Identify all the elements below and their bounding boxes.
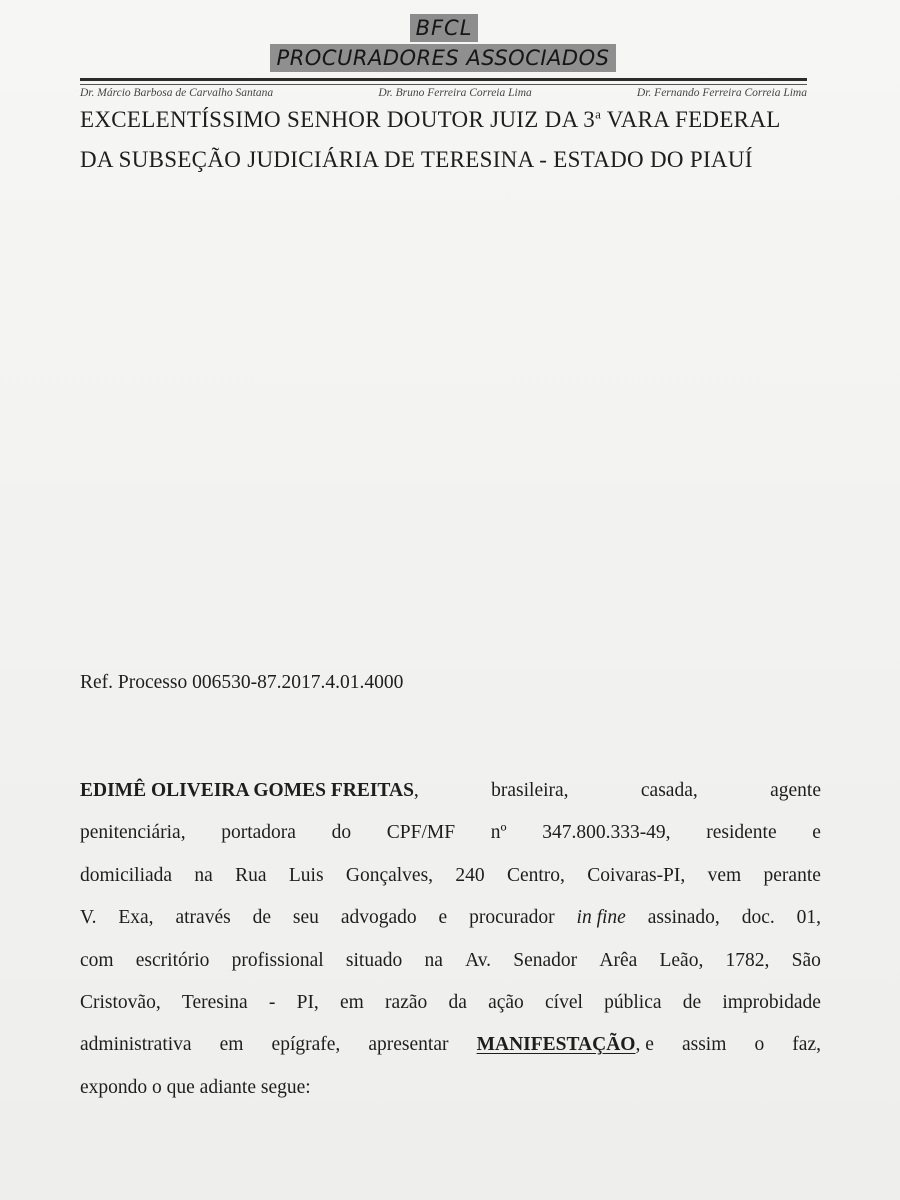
body-word: ação <box>488 991 524 1013</box>
body-word: PI, <box>296 991 319 1013</box>
letterhead-rule <box>80 78 807 81</box>
body-word: Teresina <box>181 991 248 1013</box>
body-word: improbidade <box>722 991 821 1013</box>
body-word: na <box>194 864 213 886</box>
body-word: 1782, <box>725 949 770 971</box>
attorney-name: Dr. Bruno Ferreira Correia Lima <box>378 87 532 99</box>
body-word: Gonçalves, <box>345 864 434 886</box>
body-word: Senador <box>513 949 578 971</box>
body-word: São <box>791 949 821 971</box>
body-word: domiciliada <box>80 864 173 886</box>
body-word: CPF/MF <box>386 822 456 844</box>
body-word: brasileira, <box>491 780 569 801</box>
body-word: residente <box>706 822 777 844</box>
body-word: assim <box>681 1034 727 1056</box>
process-reference: Ref. Processo 006530-87.2017.4.01.4000 <box>80 672 404 693</box>
manifestation-keyword: MANIFESTAÇÃO <box>476 1034 636 1056</box>
addressee-text: VARA FEDERAL <box>601 107 781 132</box>
body-word: de <box>682 991 702 1013</box>
party-name: EDIMÊ OLIVEIRA GOMES FREITAS <box>80 780 414 801</box>
body-word: escritório <box>135 949 210 971</box>
body-word: V. <box>80 907 97 929</box>
body-word: apresentar <box>368 1034 449 1056</box>
body-word: situado <box>345 949 403 971</box>
firm-short-name: BFCL <box>410 14 478 42</box>
body-line <box>80 855 821 897</box>
body-word: procurador <box>469 907 555 929</box>
party-name-group <box>80 770 419 812</box>
body-word: profissional <box>231 949 324 971</box>
body-word: da <box>448 991 467 1013</box>
body-line: expondo o que adiante segue: <box>80 1076 311 1098</box>
letterhead-rule-thin <box>80 84 807 85</box>
body-line <box>80 770 821 812</box>
body-word: Arêa <box>599 949 638 971</box>
body-word: Luis <box>288 864 324 886</box>
body-word: administrativa <box>80 1034 192 1056</box>
body-word: na <box>424 949 443 971</box>
body-line <box>80 1024 821 1066</box>
body-word: 240 <box>455 864 485 886</box>
body-word: Coivaras-PI, <box>587 864 686 886</box>
body-word: Leão, <box>659 949 704 971</box>
attorney-list <box>80 86 807 100</box>
manifestation-group <box>477 1024 654 1066</box>
body-word: o <box>754 1034 765 1056</box>
body-word: Exa, <box>118 907 154 929</box>
addressee-line-1 <box>80 100 820 140</box>
body-word: em <box>340 991 364 1013</box>
body-word: penitenciária, <box>80 822 186 844</box>
latin-term: in fine <box>576 907 626 929</box>
body-word: Centro, <box>506 864 565 886</box>
body-word: 01, <box>796 907 821 929</box>
body-line <box>80 812 821 854</box>
body-word: 347.800.333-49, <box>542 822 671 844</box>
body-word: de <box>252 907 271 929</box>
body-word: com <box>80 949 114 971</box>
addressee-heading <box>80 100 820 180</box>
body-word: assinado, <box>647 907 720 929</box>
body-word: casada, <box>640 780 698 801</box>
ordinal-superscript: a <box>595 106 602 122</box>
body-word: em <box>219 1034 244 1056</box>
body-word: - <box>268 991 276 1013</box>
body-word: faz, <box>792 1034 821 1056</box>
body-word: do <box>331 822 352 844</box>
attorney-name: Dr. Fernando Ferreira Correia Lima <box>636 87 807 99</box>
body-word: perante <box>763 864 821 886</box>
body-word: , e <box>635 1034 654 1056</box>
body-word: Rua <box>235 864 267 886</box>
body-word: seu <box>292 907 319 929</box>
body-word: agente <box>770 780 821 801</box>
body-word: portadora <box>221 822 296 844</box>
body-word: Cristovão, <box>80 991 161 1013</box>
addressee-text: EXCELENTÍSSIMO SENHOR DOUTOR JUIZ DA 3 <box>80 107 596 132</box>
body-line <box>80 897 821 939</box>
addressee-line-2: DA SUBSEÇÃO JUDICIÁRIA DE TERESINA - ESTADO DO PIAUÍ <box>80 147 753 172</box>
body-word: Av. <box>465 949 492 971</box>
body-line <box>80 982 821 1024</box>
firm-name: PROCURADORES ASSOCIADOS <box>270 44 616 72</box>
body-word: e <box>438 907 448 929</box>
body-word: doc. <box>741 907 775 929</box>
body-word: advogado <box>340 907 417 929</box>
body-word: vem <box>707 864 742 886</box>
body-word: pública <box>604 991 662 1013</box>
body-word: cível <box>545 991 583 1013</box>
petition-body <box>80 770 821 1109</box>
body-word: através <box>175 907 231 929</box>
body-word: epígrafe, <box>271 1034 341 1056</box>
body-word: nº <box>490 822 507 844</box>
letterhead-logo <box>270 12 616 72</box>
body-word: , <box>413 780 419 801</box>
body-word: e <box>812 822 821 844</box>
attorney-name: Dr. Márcio Barbosa de Carvalho Santana <box>80 87 274 99</box>
body-line <box>80 940 821 982</box>
body-word: razão <box>385 991 428 1013</box>
